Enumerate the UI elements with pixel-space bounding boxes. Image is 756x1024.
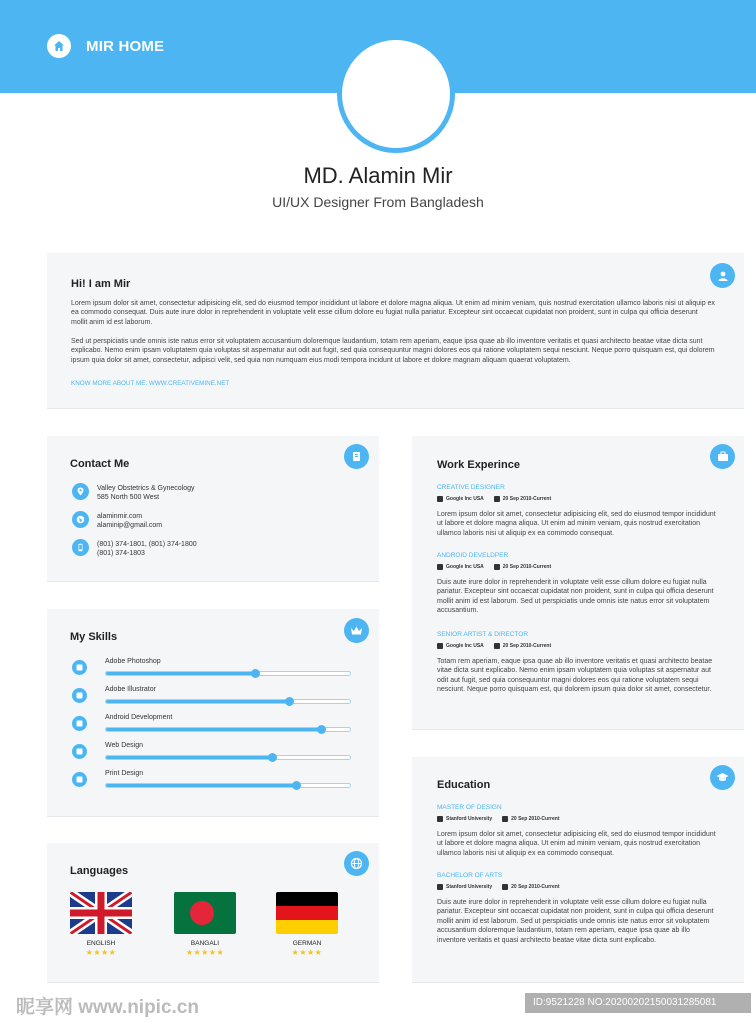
globe-icon: [72, 511, 89, 528]
entry-description: Lorem ipsum dolor sit amet, consectetur adipisicing elit, sed do eiusmod tempor incididunt ut labore et dolore magna aliqua. Ut enim ad minim veniam, quis nostrud exercitation ullamco laboris nisi ut aliquip ex ea commodo consequat.: [437, 831, 716, 857]
brand-title[interactable]: MIR HOME: [86, 38, 165, 55]
profile-name: MD. Alamin Mir: [303, 163, 453, 188]
skill-fill: [106, 700, 289, 703]
skill-fill: [106, 672, 255, 675]
entry-title: MASTER OF DESIGN: [437, 804, 502, 811]
skill-slider[interactable]: [105, 755, 351, 760]
about-card: [47, 253, 744, 409]
entry-date: 20 Sep 2010-Current: [511, 816, 560, 822]
crown-icon: [344, 618, 369, 643]
rating-stars: ★★★★★: [185, 948, 225, 957]
about-link[interactable]: KNOW MORE ABOUT ME: WWW.CREATIVEMINE.NET: [71, 380, 230, 387]
skill-fill: [106, 784, 296, 787]
skill-row: [72, 714, 352, 738]
entry-title: BACHELOR OF ARTS: [437, 872, 503, 879]
skill-name: Android Development: [105, 714, 173, 721]
briefcase-icon: [710, 444, 735, 469]
building-icon: [437, 496, 443, 502]
rating-stars: ★★★★: [291, 948, 323, 957]
entry-meta: [437, 816, 559, 822]
skills-title: My Skills: [70, 631, 118, 643]
address-line-1: Valley Obstetrics & Gynecology: [97, 485, 195, 492]
bangladesh-flag: [174, 892, 236, 934]
skill-slider[interactable]: [105, 783, 351, 788]
entry-date: 20 Sep 2010-Current: [502, 496, 552, 502]
entry-date: 20 Sep 2010-Current: [502, 564, 552, 570]
graduation-cap-icon: [710, 765, 735, 790]
language-name: BANGALI: [190, 940, 220, 947]
germany-flag: [276, 892, 338, 934]
home-icon[interactable]: [47, 34, 71, 58]
skill-name: Print Design: [105, 770, 144, 777]
language-german: [276, 892, 338, 957]
skill-name: Web Design: [105, 742, 144, 749]
skill-fill: [106, 728, 321, 731]
phone-icon: [72, 539, 89, 556]
skill-name: Adobe Photoshop: [105, 658, 161, 665]
calendar-icon: [502, 884, 508, 890]
entry-org: Stanford University: [446, 884, 493, 890]
entry-title: ANDROID DEVELDPER: [437, 552, 509, 559]
entry-meta: [437, 564, 551, 570]
contact-phone: [72, 539, 197, 558]
photoshop-icon: [72, 660, 87, 675]
avatar: [337, 35, 455, 153]
skill-slider[interactable]: [105, 671, 351, 676]
profile-subtitle: UI/UX Designer From Bangladesh: [272, 194, 484, 210]
skill-row: [72, 686, 352, 710]
entry-title: SENIOR ARTIST & DIRECTOR: [437, 631, 529, 638]
language-name: GERMAN: [292, 940, 322, 947]
entry-meta: [437, 496, 551, 502]
entry-description: Duis aute irure dolor in reprehenderit in voluptate velit esse cillum dolore eu fugiat nulla pariatur. Excepteur sint occaecat cupidatat non proident, sunt in culpa qui officia deserunt mollit anim id est laborum. Sed ut perspiciatis unde omnis iste natus error sit voluptatem accusantium doloremque laudantium, totam rem aperiam, eaque ipsa quae ab illo inventore veritatis et quasi architecto beatae vitae dicta sunt explicabo.: [437, 899, 714, 944]
language-english: [70, 892, 132, 957]
language-bangali: [174, 892, 236, 957]
calendar-icon: [502, 816, 508, 822]
entry-meta: [437, 884, 559, 890]
skill-knob[interactable]: [317, 725, 326, 734]
skill-fill: [106, 756, 272, 759]
illustrator-icon: [72, 688, 87, 703]
entry-org: Stanford University: [446, 816, 493, 822]
contact-email: [72, 511, 162, 530]
skills-card: [47, 609, 379, 817]
calendar-icon: [494, 564, 500, 570]
location-icon: [72, 483, 89, 500]
website-text[interactable]: alaminmir.com: [97, 513, 143, 520]
work-title: Work Experince: [437, 459, 520, 471]
skill-knob[interactable]: [268, 753, 277, 762]
building-icon: [437, 643, 443, 649]
languages-title: Languages: [70, 865, 129, 877]
entry-org: Google Inc USA: [446, 643, 484, 649]
education-title: Education: [437, 779, 491, 791]
contact-card: [47, 436, 379, 582]
entry-title: CREATIVE DESIGNER: [437, 484, 505, 491]
entry-meta: [437, 643, 551, 649]
phone-line-1[interactable]: (801) 374-1801, (801) 374-1800: [97, 541, 197, 548]
user-icon: [710, 263, 735, 288]
globe-icon: [344, 851, 369, 876]
printer-icon: [72, 772, 87, 787]
globe-icon: [72, 744, 87, 759]
about-paragraph-1: Lorem ipsum dolor sit amet, consectetur adipisicing elit, sed do eiusmod tempor incididunt ut labore et dolore magna aliqua. Ut enim ad minim veniam, quis nostrud exercitation ullamco laboris nisi ut aliquip ex ea commodo consequat. Duis aute irure dolor in reprehenderit in voluptate velit esse cillum dolore eu fugiat nulla pariatur. Excepteur sint occaecat cupidatat non proident, sunt in culpa qui officia deserunt mollit anim id est laborum.: [71, 300, 715, 326]
rating-stars: ★★★★: [85, 948, 117, 957]
about-title: Hi! I am Mir: [71, 278, 131, 290]
skill-knob[interactable]: [292, 781, 301, 790]
skill-row: [72, 742, 352, 766]
language-name: ENGLISH: [86, 940, 116, 947]
about-paragraph-2: Sed ut perspiciatis unde omnis iste natus error sit voluptatem accusantium doloremque laudantium, totam rem aperiam, eaque ipsa quae ab illo inventore veritatis et quasi architecto beatae vitae dicta sunt explicabo. Nemo enim ipsam voluptatem quia voluptas sit aspernatur aut odit aut fugit, sed quia consequuntur magni dolores eos qui ratione voluptatem sequi nesciunt. Neque porro quisquam est, qui dolorem ipsum quia dolor sit amet, consectetur, adipisci velit, sed quia non numquam eius modi tempora incidunt ut labore et dolore magnam aliquam quaerat voluptatem.: [71, 338, 715, 364]
skill-row: [72, 658, 352, 682]
entry-date: 20 Sep 2010-Current: [511, 884, 560, 890]
contact-book-icon: [344, 444, 369, 469]
work-card: [412, 436, 744, 730]
calendar-icon: [494, 496, 500, 502]
email-text[interactable]: alaminip@gmail.com: [97, 522, 163, 529]
entry-description: Lorem ipsum dolor sit amet, consectetur adipisicing elit, sed do eiusmod tempor incididunt ut labore et dolore magna aliqua. Ut enim ad minim veniam, quis nostrud exercitation ullamco laboris nisi ut aliquip ex ea commodo consequat.: [437, 511, 716, 537]
entry-description: Duis aute irure dolor in reprehenderit in voluptate velit esse cillum dolore eu fugiat nulla pariatur. Excepteur sint occaecat cupidatat non proident, sunt in culpa qui officia deserunt mollit anim id est laborum. Sed ut perspiciatis unde omnis iste natus error sit voluptatem accusantium.: [437, 579, 714, 615]
contact-title: Contact Me: [70, 458, 130, 470]
uk-flag: [70, 892, 132, 934]
phone-line-2[interactable]: (801) 374-1803: [97, 550, 145, 557]
entry-description: Totam rem aperiam, eaque ipsa quae ab illo inventore veritatis et quasi architecto beatae vitae dicta sunt explicabo. Nemo enim ipsam voluptatem quia voluptas sit aspernatur aut odit aut fugit, sed quia consequuntur magni dolores eos qui ratione voluptatem sequi nesciunt. Neque porro quisquam est, qui dolorem ipsum quia dolor sit amet, consectetur.: [437, 658, 713, 694]
building-icon: [437, 564, 443, 570]
skill-name: Adobe Illustrator: [105, 686, 156, 693]
skill-row: [72, 770, 352, 794]
skill-slider[interactable]: [105, 727, 351, 732]
address-line-2: 585 North 500 West: [97, 494, 160, 501]
skill-slider[interactable]: [105, 699, 351, 704]
entry-org: Google Inc USA: [446, 496, 484, 502]
entry-date: 20 Sep 2010-Current: [502, 643, 552, 649]
skill-knob[interactable]: [251, 669, 260, 678]
contact-address: [72, 483, 195, 502]
education-card: [412, 757, 744, 983]
entry-org: Google Inc USA: [446, 564, 484, 570]
watermark-logo: 昵享网 www.nipic.cn: [16, 997, 199, 1018]
languages-card: [47, 843, 379, 983]
building-icon: [437, 816, 443, 822]
calendar-icon: [494, 643, 500, 649]
android-icon: [72, 716, 87, 731]
skill-knob[interactable]: [285, 697, 294, 706]
building-icon: [437, 884, 443, 890]
watermark-id: ID:9521228 NO:20200202150031285081: [525, 993, 751, 1013]
